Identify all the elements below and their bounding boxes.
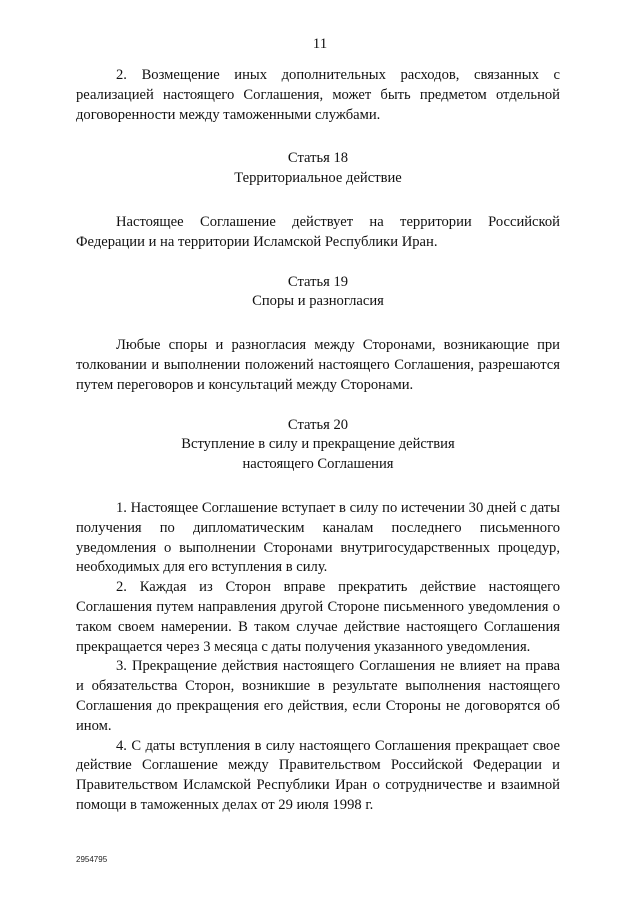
article-19-number: Статья 19 xyxy=(287,273,349,290)
document-body xyxy=(76,66,560,816)
article-20-number: Статья 20 xyxy=(287,416,349,433)
document-code: 2954795 xyxy=(76,855,108,864)
paragraph-additional-expenses: 2. Возмещение иных дополнительных расходов, связанных с реализацией настоящего Соглашения, может быть предметом отдельной договоренности между таможенными службами. xyxy=(76,67,560,123)
page-number: 11 xyxy=(312,36,328,52)
article-18-number: Статья 18 xyxy=(287,150,349,167)
article-20-paragraph-3: 3. Прекращение действия настоящего Соглашения не влияет на права и обязательства Сторон, возникшие в результате выполнения настоящего Соглашения до прекращения его действия, если Стороны не договорятся об ином. xyxy=(76,658,560,734)
article-18-paragraph: Настоящее Соглашение действует на территории Российской Федерации и на территории Исламской Республики Иран. xyxy=(76,213,560,250)
article-19-paragraph: Любые споры и разногласия между Сторонами, возникающие при толковании и выполнении положений настоящего Соглашения, разрешаются путем переговоров и консультаций между Сторонами. xyxy=(76,337,560,393)
article-19-title: Споры и разногласия xyxy=(252,293,384,310)
article-20-title-line1: Вступление в силу и прекращение действия xyxy=(181,436,455,453)
article-20-paragraph-2: 2. Каждая из Сторон вправе прекратить действие настоящего Соглашения путем направления другой Стороне письменного уведомления о таком своем намерении. В таком случае действие настоящего Соглашения прекращается через 3 месяца с даты получения указанного уведомления. xyxy=(76,579,560,655)
article-20-paragraph-1: 1. Настоящее Соглашение вступает в силу по истечении 30 дней с даты получения по дипломатическим каналам последнего письменного уведомления о выполнении Сторонами внутригосударственных процедур, необходимых для его вступления в силу. xyxy=(76,499,560,576)
article-20-paragraph-4: 4. С даты вступления в силу настоящего Соглашения прекращает свое действие Соглашение между Правительством Российской Федерации и Правительством Исламской Республики Иран о сотрудничестве и взаимной помощи в таможенных делах от 29 июля 1998 г. xyxy=(76,737,560,813)
article-18-title: Территориальное действие xyxy=(234,170,402,187)
article-20-title-line2: настоящего Соглашения xyxy=(242,456,394,473)
